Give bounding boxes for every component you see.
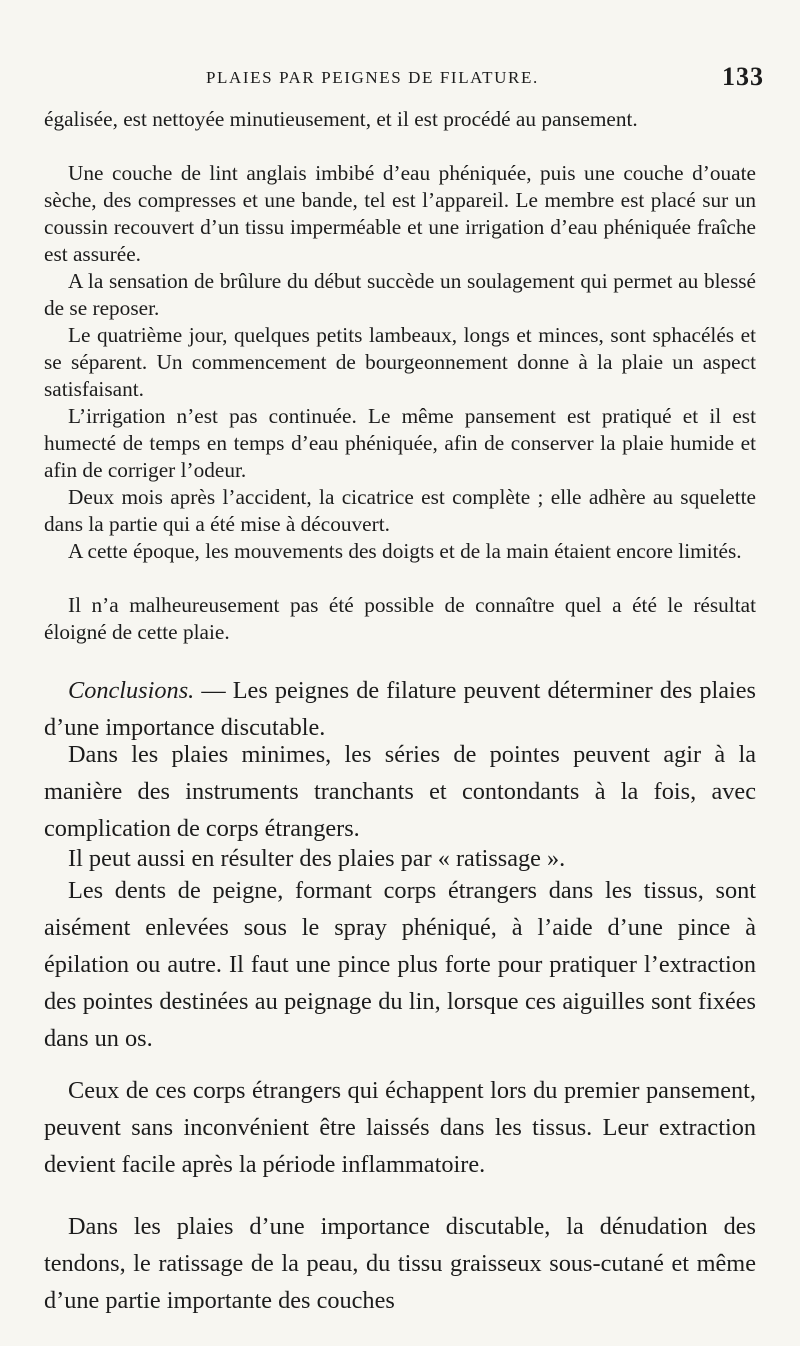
conclusion-paragraph-2: Il peut aussi en résulter des plaies par « ratissage ». [68,845,566,872]
paragraph-1: égalisée, est nettoyée minutieusement, et il est procédé au pansement. [44,107,638,131]
paragraph-2: Une couche de lint anglais imbibé d’eau phéniquée, puis une couche d’ouate sèche, des compresses et une bande, tel est l’appareil. Le membre est placé sur un coussin recouvert d’un tissu imperméable et une irrigation d’eau phéniquée fraîche est assurée. [44,161,756,266]
page-header [0,62,800,96]
conclusions-paragraph [44,672,756,746]
paragraph-4: Le quatrième jour, quelques petits lambeaux, longs et minces, sont sphacélés et se séparent. Un commencement de bourgeonnement donne à la plaie un aspect satisfaisant. [44,323,756,401]
conclusion-paragraph-4: Ceux de ces corps étrangers qui échappent lors du premier pansement, peuvent sans inconvénient être laissés dans les tissus. Leur extraction devient facile après la période inflammatoire. [44,1077,756,1178]
paragraph-5: L’irrigation n’est pas continuée. Le même pansement est pratiqué et il est humecté de temps en temps d’eau phéniquée, afin de conserver la plaie humide et afin de corriger l’odeur. [44,404,756,482]
conclusion-paragraph-5: Dans les plaies d’une importance discutable, la dénudation des tendons, le ratissage de la peau, du tissu graisseux sous-cutané et même d’une partie importante des couches [44,1213,756,1314]
conclusions-lead: — Les peignes de filature peuvent déterminer des plaies d’une importance discutable. [44,677,756,741]
paragraph-3: A la sensation de brûlure du début succède un soulagement qui permet au blessé de se reposer. [44,269,756,320]
page-number: 133 [722,62,764,91]
paragraph-6: Deux mois après l’accident, la cicatrice est complète ; elle adhère au squelette dans la partie qui a été mise à découvert. [44,485,756,536]
conclusion-paragraph-3: Les dents de peigne, formant corps étrangers dans les tissus, sont aisément enlevées sous le spray phéniqué, à l’aide d’une pince à épilation ou autre. Il faut une pince plus forte pour pratiquer l’extraction des pointes destinées au peignage du lin, lorsque ces aiguilles sont fixées dans un os. [44,877,756,1052]
running-title: PLAIES PAR PEIGNES DE FILATURE. [206,68,539,87]
conclusions-label: Conclusions. [68,677,195,704]
conclusion-paragraph-1: Dans les plaies minimes, les séries de pointes peuvent agir à la manière des instruments tranchants et contondants à la fois, avec complication de corps étrangers. [44,741,756,842]
paragraph-8: Il n’a malheureusement pas été possible de connaître quel a été le résultat éloigné de cette plaie. [44,593,756,644]
paragraph-7: A cette époque, les mouvements des doigts et de la main étaient encore limités. [68,539,742,563]
